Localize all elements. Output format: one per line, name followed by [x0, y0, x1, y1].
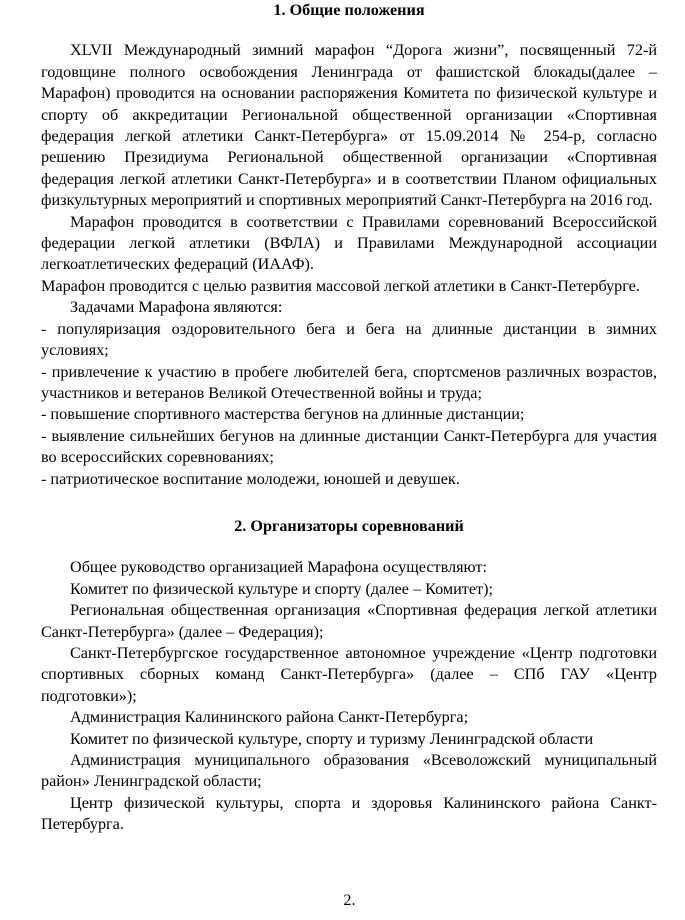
organizer-item: Комитет по физической культуре и спорту (далее – Комитет);: [70, 579, 493, 598]
task-list-item: - выявление сильнейших бегунов на длинные дистанции Санкт-Петербурга для участия во всероссийских соревнованиях;: [41, 426, 657, 467]
section-1-paragraph: XLVII Международный зимний марафон “Дорога жизни”, посвященный 72-й годовщине полного освобождения Ленинграда от фашистской блокады(далее – Марафон) проводится на основании распоряжения Комитета по физической культуре и спорту об аккредитации Региональной общественной организации «Спортивная федерация легкой атлетики Санкт-Петербурга» от 15.09.2014 № 254-р, согласно решению Президиума Региональной общественной организации «Спортивная федерация легкой атлетики Санкт-Петербурга» и в соответствии Планом официальных физкультурных мероприятий и спортивных мероприятий Санкт-Петербурга на 2016 год.: [41, 41, 657, 210]
task-list-item: - патриотическое воспитание молодежи, юношей и девушек.: [41, 469, 460, 488]
organizer-item: Региональная общественная организация «Спортивная федерация легкой атлетики Санкт-Петербурга» (далее – Федерация);: [41, 601, 657, 641]
page-number: 2.: [343, 891, 356, 909]
organizer-item: Санкт-Петербургское государственное автономное учреждение «Центр подготовки спортивных сборных команд Санкт-Петербурга» (далее – СПб ГАУ «Центр подготовки»);: [41, 643, 657, 705]
task-list-item: - привлечение к участию в пробеге любителей бега, спортсменов различных возрастов, участников и ветеранов Великой Отечественной войны и труда;: [41, 362, 657, 402]
organizer-item: Администрация Калининского района Санкт-Петербурга;: [70, 708, 469, 727]
organizers-intro: Общее руководство организацией Марафона осуществляют:: [70, 558, 487, 577]
organizer-item: Комитет по физической культуре, спорту и туризму Ленинградской области: [70, 729, 594, 748]
section-1-paragraph: Марафон проводится с целью развития массовой легкой атлетики в Санкт-Петербурге.: [41, 276, 640, 295]
organizer-item: Центр физической культуры, спорта и здоровья Калининского района Санкт-Петербурга.: [41, 793, 657, 834]
organizer-item: Администрация муниципального образования «Всеволожский муниципальный район» Ленинградской области;: [41, 751, 657, 791]
task-list-item: - повышение спортивного мастерства бегунов на длинные дистанции;: [41, 405, 525, 424]
section-2-heading: 2. Организаторы соревнований: [234, 516, 464, 535]
tasks-intro: Задачами Марафона являются:: [70, 298, 283, 317]
section-1-paragraph: Марафон проводится в соответствии с Правилами соревнований Всероссийской федерации легкой атлетики (ВФЛА) и Правилами Международной ассоциации легкоатлетических федераций (ИААФ).: [41, 212, 657, 274]
task-list-item: - популяризация оздоровительного бега и бега на длинные дистанции в зимних условиях;: [41, 319, 657, 360]
section-1-heading: 1. Общие положения: [273, 1, 425, 19]
